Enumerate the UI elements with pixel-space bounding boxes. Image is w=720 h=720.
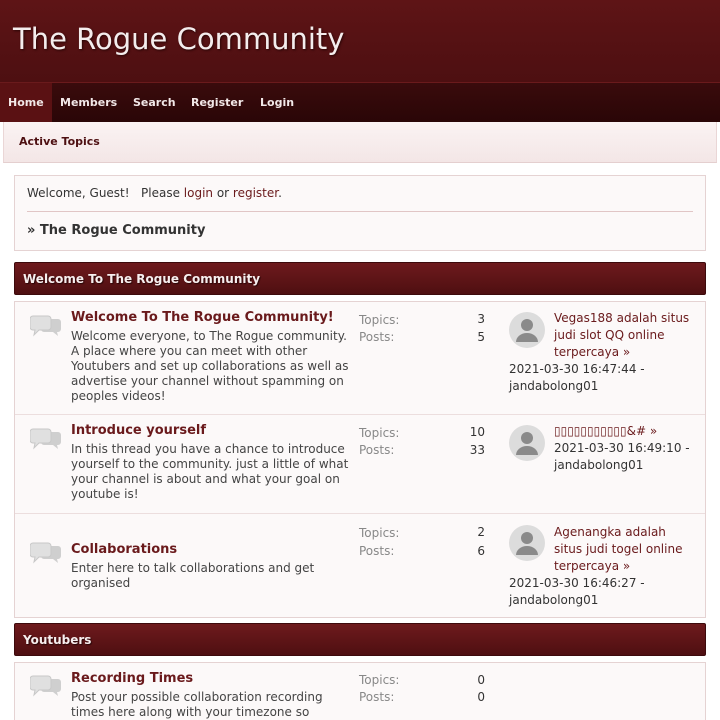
active-topics-link[interactable]: Active Topics (19, 135, 100, 148)
topics-count: 2 (477, 525, 485, 539)
nav-members[interactable]: Members (60, 96, 118, 109)
nav-login[interactable]: Login (260, 96, 295, 109)
avatar[interactable] (509, 425, 545, 461)
main-nav (0, 82, 720, 122)
breadcrumb[interactable]: » The Rogue Community (27, 223, 206, 238)
nav-search[interactable]: Search (133, 96, 176, 109)
board-row (15, 514, 705, 618)
subheader-bar (3, 122, 717, 163)
welcome-suffix: . (278, 186, 282, 200)
welcome-box (14, 175, 706, 251)
board-description: Post your possible collaboration recording times here along with your timezone so (71, 690, 323, 719)
register-link[interactable]: register (232, 186, 279, 200)
topics-count: 0 (477, 673, 485, 687)
category-header (14, 262, 706, 295)
posts-label: Posts: (359, 544, 395, 558)
login-link[interactable]: login (183, 186, 214, 200)
board-title[interactable]: Welcome To The Rogue Community! (71, 310, 334, 325)
last-post-link[interactable]: Vegas188 adalah situs judi slot QQ online terpercaya » (554, 311, 690, 359)
default-user-avatar (509, 525, 545, 561)
topics-count: 3 (477, 312, 485, 326)
nav-register[interactable]: Register (191, 96, 244, 109)
default-user-avatar (509, 425, 545, 461)
speech-bubbles-icon (30, 428, 62, 452)
welcome-or-text: or (213, 186, 233, 200)
board-list (14, 301, 706, 618)
last-post-meta: 2021-03-30 16:46:27 - jandabolong01 (509, 576, 645, 607)
default-user-avatar (509, 312, 545, 348)
topics-label: Topics: (359, 426, 400, 440)
welcome-message (27, 186, 282, 200)
board-description: Welcome everyone, to The Rogue community. A place where you can meet with other Youtubers and set up collaborations as well as advertise your channel without spamming on peoples videos! (71, 329, 349, 403)
topics-label: Topics: (359, 673, 400, 687)
posts-count: 5 (477, 330, 485, 344)
speech-bubbles-icon (30, 315, 62, 339)
divider (27, 211, 693, 212)
board-title[interactable]: Collaborations (71, 542, 178, 557)
avatar[interactable] (509, 312, 545, 348)
speech-bubbles-icon (30, 542, 62, 566)
posts-count: 6 (477, 544, 485, 558)
nav-home[interactable]: Home (0, 83, 52, 122)
posts-count: 0 (477, 690, 485, 704)
site-header (0, 0, 720, 82)
board-list (14, 662, 706, 720)
last-post-meta: 2021-03-30 16:47:44 - jandabolong01 (509, 362, 645, 393)
last-post-meta: 2021-03-30 16:49:10 - jandabolong01 (554, 441, 690, 472)
last-post-link[interactable]: ▯▯▯▯▯▯▯▯▯▯▯&# » (554, 424, 658, 438)
posts-label: Posts: (359, 690, 395, 704)
posts-label: Posts: (359, 443, 395, 457)
topics-label: Topics: (359, 313, 400, 327)
board-row (15, 663, 705, 720)
board-description: In this thread you have a chance to introduce yourself to the community. just a little of what your channel is about and what your goal on youtube is! (71, 442, 349, 501)
board-title[interactable]: Introduce yourself (71, 423, 206, 438)
posts-count: 33 (469, 443, 485, 457)
category-title[interactable]: Welcome To The Rogue Community (23, 272, 261, 286)
category-header (14, 623, 706, 656)
topics-count: 10 (469, 425, 485, 439)
last-post-link[interactable]: Agenangka adalah situs judi togel online terpercaya » (554, 525, 683, 573)
welcome-text: Welcome, Guest! Please (27, 186, 184, 200)
topics-label: Topics: (359, 526, 400, 540)
site-title[interactable]: The Rogue Community (13, 22, 345, 56)
board-row (15, 415, 705, 514)
speech-bubbles-icon (30, 675, 62, 699)
board-title[interactable]: Recording Times (71, 671, 194, 686)
board-row (15, 302, 705, 415)
category-title[interactable]: Youtubers (23, 633, 92, 647)
board-description: Enter here to talk collaborations and get organised (71, 561, 315, 590)
posts-label: Posts: (359, 330, 395, 344)
avatar[interactable] (509, 525, 545, 561)
